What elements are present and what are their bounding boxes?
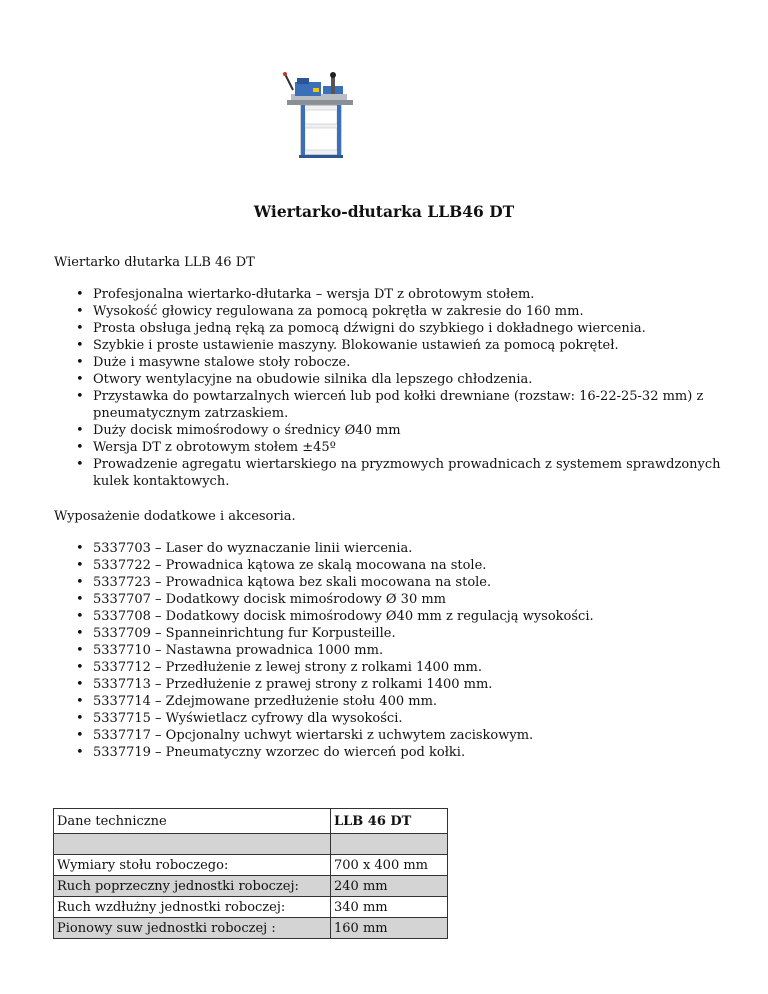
list-item: • Wersja DT z obrotowym stołem ±45º — [54, 439, 724, 456]
list-item: • Prowadzenie agregatu wiertarskiego na pryzmowych prowadnicach z systemem sprawdzonych kulek kontaktowych. — [54, 456, 724, 490]
table-cell — [54, 834, 331, 855]
table-row — [54, 897, 448, 918]
list-item: • Duże i masywne stalowe stoły robocze. — [54, 354, 724, 371]
list-item: • 5337723 – Prowadnica kątowa bez skali mocowana na stole. — [54, 574, 724, 591]
accessories-list — [54, 540, 724, 761]
list-item: • Wysokość głowicy regulowana za pomocą pokrętła w zakresie do 160 mm. — [54, 303, 724, 320]
table-row — [54, 918, 448, 939]
list-item: • Prosta obsługa jedną ręką za pomocą dźwigni do szybkiego i dokładnego wiercenia. — [54, 320, 724, 337]
table-cell: 700 x 400 mm — [331, 855, 448, 876]
list-item: • 5337719 – Pneumatyczny wzorzec do wierceń pod kołki. — [54, 744, 724, 761]
list-item: • 5337722 – Prowadnica kątowa ze skalą mocowana na stole. — [54, 557, 724, 574]
table-header-model: LLB 46 DT — [331, 809, 448, 834]
list-item: • Szybkie i proste ustawienie maszyny. Blokowanie ustawień za pomocą pokręteł. — [54, 337, 724, 354]
list-item: • 5337707 – Dodatkowy docisk mimośrodowy Ø 30 mm — [54, 591, 724, 608]
list-item: • 5337717 – Opcjonalny uchwyt wiertarski z uchwytem zaciskowym. — [54, 727, 724, 744]
feature-list — [54, 286, 724, 490]
list-item: • Przystawka do powtarzalnych wierceń lub pod kołki drewniane (rozstaw: 16-22-25-32 mm) z pneumatycznym zatrzaskiem. — [54, 388, 724, 422]
table-cell: 340 mm — [331, 897, 448, 918]
list-item: • 5337710 – Nastawna prowadnica 1000 mm. — [54, 642, 724, 659]
table-cell: 160 mm — [331, 918, 448, 939]
list-item: • 5337708 – Dodatkowy docisk mimośrodowy Ø40 mm z regulacją wysokości. — [54, 608, 724, 625]
list-item: • 5337709 – Spanneinrichtung fur Korpusteille. — [54, 625, 724, 642]
page-title: Wiertarko-dłutarka LLB46 DT — [253, 202, 515, 221]
table-cell: 240 mm — [331, 876, 448, 897]
list-item: • 5337703 – Laser do wyznaczanie linii wiercenia. — [54, 540, 724, 557]
list-item: • 5337712 – Przedłużenie z lewej strony z rolkami 1400 mm. — [54, 659, 724, 676]
list-item: • 5337713 – Przedłużenie z prawej strony z rolkami 1400 mm. — [54, 676, 724, 693]
table-row — [54, 876, 448, 897]
table-cell: Wymiary stołu roboczego: — [54, 855, 331, 876]
list-item: • Profesjonalna wiertarko-dłutarka – wersja DT z obrotowym stołem. — [54, 286, 724, 303]
accessories-heading: Wyposażenie dodatkowe i akcesoria. — [54, 509, 296, 524]
table-row — [54, 855, 448, 876]
table-row — [54, 834, 448, 855]
list-item: • 5337714 – Zdejmowane przedłużenie stołu 400 mm. — [54, 693, 724, 710]
table-cell: Pionowy suw jednostki roboczej : — [54, 918, 331, 939]
table-cell: Ruch poprzeczny jednostki roboczej: — [54, 876, 331, 897]
table-header-row — [54, 809, 448, 834]
list-item: • Duży docisk mimośrodowy o średnicy Ø40 mm — [54, 422, 724, 439]
table-cell — [331, 834, 448, 855]
list-item: • 5337715 – Wyświetlacz cyfrowy dla wysokości. — [54, 710, 724, 727]
list-item: • Otwory wentylacyjne na obudowie silnika dla lepszego chłodzenia. — [54, 371, 724, 388]
specs-table — [53, 808, 448, 939]
intro-text: Wiertarko dłutarka LLB 46 DT — [54, 255, 255, 270]
product-image — [283, 70, 361, 160]
table-header-label: Dane techniczne — [54, 809, 331, 834]
table-cell: Ruch wzdłużny jednostki roboczej: — [54, 897, 331, 918]
